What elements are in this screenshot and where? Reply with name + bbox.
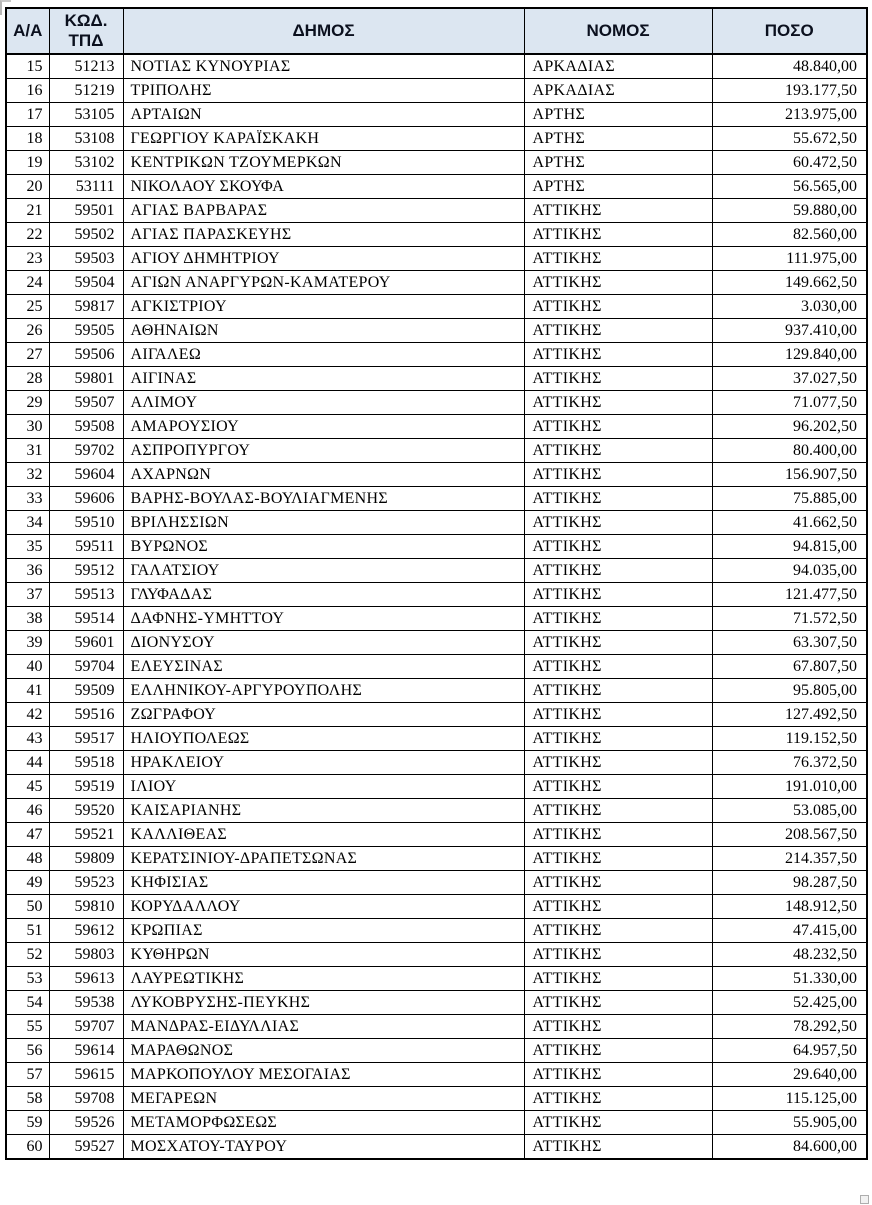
municipality-cell: ΚΥΘΗΡΩΝ	[123, 943, 524, 967]
tpd-code-cell: 59511	[49, 535, 123, 559]
tpd-code-cell: 59707	[49, 1015, 123, 1039]
prefecture-cell: ΑΤΤΙΚΗΣ	[524, 871, 712, 895]
serial-cell: 26	[6, 319, 49, 343]
municipality-cell: ΑΓΙΑΣ ΠΑΡΑΣΚΕΥΗΣ	[123, 223, 524, 247]
serial-cell: 59	[6, 1111, 49, 1135]
tpd-code-cell: 59538	[49, 991, 123, 1015]
table-row	[6, 367, 867, 391]
prefecture-cell: ΑΤΤΙΚΗΣ	[524, 511, 712, 535]
tpd-code-cell: 59612	[49, 919, 123, 943]
table-row	[6, 1039, 867, 1063]
municipality-cell: ΛΑΥΡΕΩΤΙΚΗΣ	[123, 967, 524, 991]
table-row	[6, 895, 867, 919]
serial-cell: 58	[6, 1087, 49, 1111]
table-row	[6, 607, 867, 631]
prefecture-cell: ΑΤΤΙΚΗΣ	[524, 679, 712, 703]
table-row	[6, 871, 867, 895]
serial-cell: 32	[6, 463, 49, 487]
amount-cell: 208.567,50	[712, 823, 867, 847]
tpd-code-cell: 59521	[49, 823, 123, 847]
serial-cell: 39	[6, 631, 49, 655]
municipality-cell: ΑΜΑΡΟΥΣΙΟΥ	[123, 415, 524, 439]
amount-cell: 80.400,00	[712, 439, 867, 463]
prefecture-cell: ΑΤΤΙΚΗΣ	[524, 1015, 712, 1039]
table-row	[6, 1015, 867, 1039]
prefecture-cell: ΑΤΤΙΚΗΣ	[524, 895, 712, 919]
amount-cell: 191.010,00	[712, 775, 867, 799]
tpd-code-cell: 59517	[49, 727, 123, 751]
amount-cell: 94.815,00	[712, 535, 867, 559]
amount-cell: 76.372,50	[712, 751, 867, 775]
municipality-cell: ΓΑΛΑΤΣΙΟΥ	[123, 559, 524, 583]
serial-cell: 30	[6, 415, 49, 439]
amount-cell: 156.907,50	[712, 463, 867, 487]
municipality-cell: ΑΓΙΟΥ ΔΗΜΗΤΡΙΟΥ	[123, 247, 524, 271]
prefecture-cell: ΑΤΤΙΚΗΣ	[524, 943, 712, 967]
amount-cell: 51.330,00	[712, 967, 867, 991]
table-row	[6, 655, 867, 679]
prefecture-cell: ΑΤΤΙΚΗΣ	[524, 1039, 712, 1063]
tpd-code-cell: 59505	[49, 319, 123, 343]
tpd-code-cell: 53105	[49, 103, 123, 127]
prefecture-cell: ΑΡΤΗΣ	[524, 151, 712, 175]
municipality-cell: ΑΓΙΩΝ ΑΝΑΡΓΥΡΩΝ-ΚΑΜΑΤΕΡΟΥ	[123, 271, 524, 295]
amount-cell: 95.805,00	[712, 679, 867, 703]
tpd-code-cell: 59510	[49, 511, 123, 535]
prefecture-cell: ΑΤΤΙΚΗΣ	[524, 991, 712, 1015]
serial-cell: 40	[6, 655, 49, 679]
table-row	[6, 991, 867, 1015]
municipality-cell: ΓΛΥΦΑΔΑΣ	[123, 583, 524, 607]
table-row	[6, 319, 867, 343]
table-row	[6, 79, 867, 103]
tpd-code-cell: 59810	[49, 895, 123, 919]
tpd-code-cell: 59613	[49, 967, 123, 991]
scan-artifact-bottom-right	[860, 1195, 869, 1204]
serial-cell: 60	[6, 1135, 49, 1160]
municipality-cell: ΚΑΛΛΙΘΕΑΣ	[123, 823, 524, 847]
column-header-municipality: ΔΗΜΟΣ	[123, 8, 524, 54]
prefecture-cell: ΑΤΤΙΚΗΣ	[524, 847, 712, 871]
serial-cell: 53	[6, 967, 49, 991]
municipality-cell: ΕΛΕΥΣΙΝΑΣ	[123, 655, 524, 679]
prefecture-cell: ΑΤΤΙΚΗΣ	[524, 583, 712, 607]
prefecture-cell: ΑΤΤΙΚΗΣ	[524, 631, 712, 655]
tpd-code-cell: 51219	[49, 79, 123, 103]
table-row	[6, 175, 867, 199]
amount-cell: 214.357,50	[712, 847, 867, 871]
municipality-cell: ΛΥΚΟΒΡΥΣΗΣ-ΠΕΥΚΗΣ	[123, 991, 524, 1015]
table-row	[6, 751, 867, 775]
serial-cell: 27	[6, 343, 49, 367]
municipality-cell: ΜΑΝΔΡΑΣ-ΕΙΔΥΛΛΙΑΣ	[123, 1015, 524, 1039]
header-row	[6, 8, 867, 54]
municipality-cell: ΙΛΙΟΥ	[123, 775, 524, 799]
municipality-cell: ΚΕΡΑΤΣΙΝΙΟΥ-ΔΡΑΠΕΤΣΩΝΑΣ	[123, 847, 524, 871]
prefecture-cell: ΑΤΤΙΚΗΣ	[524, 319, 712, 343]
table-row	[6, 1111, 867, 1135]
municipality-cell: ΒΑΡΗΣ-ΒΟΥΛΑΣ-ΒΟΥΛΙΑΓΜΕΝΗΣ	[123, 487, 524, 511]
tpd-code-cell: 59508	[49, 415, 123, 439]
tpd-code-cell: 59519	[49, 775, 123, 799]
amount-cell: 937.410,00	[712, 319, 867, 343]
table-row	[6, 919, 867, 943]
amount-cell: 119.152,50	[712, 727, 867, 751]
table-row	[6, 223, 867, 247]
table-row	[6, 271, 867, 295]
column-header-serial: Α/Α	[6, 8, 49, 54]
amount-cell: 127.492,50	[712, 703, 867, 727]
amount-cell: 63.307,50	[712, 631, 867, 655]
table-row	[6, 703, 867, 727]
amount-cell: 48.232,50	[712, 943, 867, 967]
municipality-cell: ΑΧΑΡΝΩΝ	[123, 463, 524, 487]
municipality-cell: ΑΘΗΝΑΙΩΝ	[123, 319, 524, 343]
serial-cell: 41	[6, 679, 49, 703]
amount-cell: 60.472,50	[712, 151, 867, 175]
prefecture-cell: ΑΤΤΙΚΗΣ	[524, 415, 712, 439]
serial-cell: 33	[6, 487, 49, 511]
serial-cell: 18	[6, 127, 49, 151]
table-row	[6, 391, 867, 415]
table-row	[6, 54, 867, 79]
serial-cell: 51	[6, 919, 49, 943]
amount-cell: 59.880,00	[712, 199, 867, 223]
tpd-code-cell: 59527	[49, 1135, 123, 1160]
serial-cell: 35	[6, 535, 49, 559]
serial-cell: 16	[6, 79, 49, 103]
serial-cell: 44	[6, 751, 49, 775]
prefecture-cell: ΑΤΤΙΚΗΣ	[524, 1135, 712, 1160]
serial-cell: 57	[6, 1063, 49, 1087]
tpd-code-cell: 59514	[49, 607, 123, 631]
serial-cell: 24	[6, 271, 49, 295]
table-row	[6, 775, 867, 799]
table-row	[6, 1063, 867, 1087]
amount-cell: 29.640,00	[712, 1063, 867, 1087]
amount-cell: 84.600,00	[712, 1135, 867, 1160]
prefecture-cell: ΑΤΤΙΚΗΣ	[524, 247, 712, 271]
prefecture-cell: ΑΤΤΙΚΗΣ	[524, 1063, 712, 1087]
serial-cell: 19	[6, 151, 49, 175]
municipality-cell: ΚΕΝΤΡΙΚΩΝ ΤΖΟΥΜΕΡΚΩΝ	[123, 151, 524, 175]
serial-cell: 54	[6, 991, 49, 1015]
serial-cell: 56	[6, 1039, 49, 1063]
amount-cell: 98.287,50	[712, 871, 867, 895]
tpd-code-cell: 59801	[49, 367, 123, 391]
municipality-cell: ΜΑΡΑΘΩΝΟΣ	[123, 1039, 524, 1063]
table-row	[6, 943, 867, 967]
tpd-code-cell: 59809	[49, 847, 123, 871]
municipality-cell: ΑΡΤΑΙΩΝ	[123, 103, 524, 127]
tpd-code-cell: 51213	[49, 54, 123, 79]
table-row	[6, 511, 867, 535]
amount-cell: 213.975,00	[712, 103, 867, 127]
tpd-code-cell: 59507	[49, 391, 123, 415]
municipality-cell: ΒΡΙΛΗΣΣΙΩΝ	[123, 511, 524, 535]
table-row	[6, 295, 867, 319]
prefecture-cell: ΑΤΤΙΚΗΣ	[524, 487, 712, 511]
municipality-cell: ΑΣΠΡΟΠΥΡΓΟΥ	[123, 439, 524, 463]
prefecture-cell: ΑΤΤΙΚΗΣ	[524, 439, 712, 463]
municipality-cell: ΔΑΦΝΗΣ-ΥΜΗΤΤΟΥ	[123, 607, 524, 631]
serial-cell: 34	[6, 511, 49, 535]
amount-cell: 115.125,00	[712, 1087, 867, 1111]
municipality-cell: ΚΗΦΙΣΙΑΣ	[123, 871, 524, 895]
prefecture-cell: ΑΡΤΗΣ	[524, 127, 712, 151]
prefecture-cell: ΑΤΤΙΚΗΣ	[524, 607, 712, 631]
amount-cell: 82.560,00	[712, 223, 867, 247]
serial-cell: 55	[6, 1015, 49, 1039]
prefecture-cell: ΑΤΤΙΚΗΣ	[524, 271, 712, 295]
prefecture-cell: ΑΡΤΗΣ	[524, 175, 712, 199]
amount-cell: 149.662,50	[712, 271, 867, 295]
amount-cell: 53.085,00	[712, 799, 867, 823]
municipality-cell: ΔΙΟΝΥΣΟΥ	[123, 631, 524, 655]
serial-cell: 49	[6, 871, 49, 895]
tpd-code-cell: 59506	[49, 343, 123, 367]
table-row	[6, 487, 867, 511]
tpd-code-cell: 59504	[49, 271, 123, 295]
column-header-amount: ΠΟΣΟ	[712, 8, 867, 54]
prefecture-cell: ΑΤΤΙΚΗΣ	[524, 463, 712, 487]
tpd-code-cell: 59702	[49, 439, 123, 463]
tpd-code-cell: 59803	[49, 943, 123, 967]
amount-cell: 52.425,00	[712, 991, 867, 1015]
serial-cell: 20	[6, 175, 49, 199]
prefecture-cell: ΑΤΤΙΚΗΣ	[524, 727, 712, 751]
tpd-code-cell: 59708	[49, 1087, 123, 1111]
serial-cell: 45	[6, 775, 49, 799]
amount-cell: 193.177,50	[712, 79, 867, 103]
amount-cell: 96.202,50	[712, 415, 867, 439]
amount-cell: 129.840,00	[712, 343, 867, 367]
amount-cell: 94.035,00	[712, 559, 867, 583]
funding-allocation-table	[5, 7, 868, 1160]
prefecture-cell: ΑΡΚΑΔΙΑΣ	[524, 54, 712, 79]
serial-cell: 28	[6, 367, 49, 391]
tpd-code-cell: 59516	[49, 703, 123, 727]
serial-cell: 50	[6, 895, 49, 919]
table-row	[6, 1087, 867, 1111]
prefecture-cell: ΑΤΤΙΚΗΣ	[524, 295, 712, 319]
prefecture-cell: ΑΤΤΙΚΗΣ	[524, 751, 712, 775]
prefecture-cell: ΑΤΤΙΚΗΣ	[524, 1111, 712, 1135]
serial-cell: 47	[6, 823, 49, 847]
tpd-code-cell: 59615	[49, 1063, 123, 1087]
amount-cell: 75.885,00	[712, 487, 867, 511]
table-row	[6, 823, 867, 847]
amount-cell: 78.292,50	[712, 1015, 867, 1039]
amount-cell: 71.572,50	[712, 607, 867, 631]
amount-cell: 37.027,50	[712, 367, 867, 391]
serial-cell: 52	[6, 943, 49, 967]
serial-cell: 15	[6, 54, 49, 79]
prefecture-cell: ΑΤΤΙΚΗΣ	[524, 559, 712, 583]
table-row	[6, 631, 867, 655]
table-row	[6, 103, 867, 127]
prefecture-cell: ΑΤΤΙΚΗΣ	[524, 655, 712, 679]
table-row	[6, 1135, 867, 1160]
serial-cell: 38	[6, 607, 49, 631]
municipality-cell: ΝΟΤΙΑΣ ΚΥΝΟΥΡΙΑΣ	[123, 54, 524, 79]
prefecture-cell: ΑΤΤΙΚΗΣ	[524, 199, 712, 223]
municipality-cell: ΜΕΓΑΡΕΩΝ	[123, 1087, 524, 1111]
tpd-code-cell: 53102	[49, 151, 123, 175]
municipality-cell: ΑΙΓΙΝΑΣ	[123, 367, 524, 391]
municipality-cell: ΕΛΛΗΝΙΚΟΥ-ΑΡΓΥΡΟΥΠΟΛΗΣ	[123, 679, 524, 703]
municipality-cell: ΚΟΡΥΔΑΛΛΟΥ	[123, 895, 524, 919]
serial-cell: 21	[6, 199, 49, 223]
column-header-prefecture: ΝΟΜΟΣ	[524, 8, 712, 54]
amount-cell: 71.077,50	[712, 391, 867, 415]
tpd-code-cell: 53108	[49, 127, 123, 151]
amount-cell: 55.672,50	[712, 127, 867, 151]
tpd-code-cell: 59523	[49, 871, 123, 895]
prefecture-cell: ΑΤΤΙΚΗΣ	[524, 703, 712, 727]
prefecture-cell: ΑΤΤΙΚΗΣ	[524, 799, 712, 823]
tpd-code-cell: 59601	[49, 631, 123, 655]
table-row	[6, 847, 867, 871]
table-row	[6, 535, 867, 559]
table-row	[6, 559, 867, 583]
table-row	[6, 247, 867, 271]
tpd-code-cell: 59512	[49, 559, 123, 583]
table-row	[6, 151, 867, 175]
serial-cell: 31	[6, 439, 49, 463]
tpd-code-cell: 59502	[49, 223, 123, 247]
tpd-code-cell: 59526	[49, 1111, 123, 1135]
table-row	[6, 199, 867, 223]
table-row	[6, 343, 867, 367]
municipality-cell: ΒΥΡΩΝΟΣ	[123, 535, 524, 559]
municipality-cell: ΗΡΑΚΛΕΙΟΥ	[123, 751, 524, 775]
municipality-cell: ΚΑΙΣΑΡΙΑΝΗΣ	[123, 799, 524, 823]
prefecture-cell: ΑΤΤΙΚΗΣ	[524, 367, 712, 391]
prefecture-cell: ΑΤΤΙΚΗΣ	[524, 919, 712, 943]
amount-cell: 64.957,50	[712, 1039, 867, 1063]
municipality-cell: ΑΓΚΙΣΤΡΙΟΥ	[123, 295, 524, 319]
table-row	[6, 463, 867, 487]
municipality-cell: ΖΩΓΡΑΦΟΥ	[123, 703, 524, 727]
serial-cell: 48	[6, 847, 49, 871]
tpd-code-cell: 59606	[49, 487, 123, 511]
prefecture-cell: ΑΤΤΙΚΗΣ	[524, 775, 712, 799]
municipality-cell: ΝΙΚΟΛΑΟΥ ΣΚΟΥΦΑ	[123, 175, 524, 199]
prefecture-cell: ΑΡΚΑΔΙΑΣ	[524, 79, 712, 103]
table-row	[6, 727, 867, 751]
table-body	[6, 54, 867, 1159]
prefecture-cell: ΑΤΤΙΚΗΣ	[524, 967, 712, 991]
municipality-cell: ΑΓΙΑΣ ΒΑΡΒΑΡΑΣ	[123, 199, 524, 223]
serial-cell: 17	[6, 103, 49, 127]
serial-cell: 22	[6, 223, 49, 247]
prefecture-cell: ΑΤΤΙΚΗΣ	[524, 535, 712, 559]
prefecture-cell: ΑΡΤΗΣ	[524, 103, 712, 127]
amount-cell: 67.807,50	[712, 655, 867, 679]
serial-cell: 43	[6, 727, 49, 751]
serial-cell: 36	[6, 559, 49, 583]
amount-cell: 56.565,00	[712, 175, 867, 199]
amount-cell: 111.975,00	[712, 247, 867, 271]
tpd-code-cell: 59704	[49, 655, 123, 679]
tpd-code-cell: 59817	[49, 295, 123, 319]
serial-cell: 23	[6, 247, 49, 271]
tpd-code-cell: 59513	[49, 583, 123, 607]
amount-cell: 148.912,50	[712, 895, 867, 919]
municipality-cell: ΑΛΙΜΟΥ	[123, 391, 524, 415]
serial-cell: 37	[6, 583, 49, 607]
amount-cell: 41.662,50	[712, 511, 867, 535]
municipality-cell: ΜΟΣΧΑΤΟΥ-ΤΑΥΡΟΥ	[123, 1135, 524, 1160]
serial-cell: 46	[6, 799, 49, 823]
municipality-cell: ΤΡΙΠΟΛΗΣ	[123, 79, 524, 103]
amount-cell: 121.477,50	[712, 583, 867, 607]
amount-cell: 48.840,00	[712, 54, 867, 79]
prefecture-cell: ΑΤΤΙΚΗΣ	[524, 1087, 712, 1111]
table-row	[6, 583, 867, 607]
tpd-code-cell: 59518	[49, 751, 123, 775]
table-row	[6, 967, 867, 991]
tpd-code-cell: 59509	[49, 679, 123, 703]
table-row	[6, 799, 867, 823]
amount-cell: 47.415,00	[712, 919, 867, 943]
tpd-code-cell: 59501	[49, 199, 123, 223]
municipality-cell: ΜΕΤΑΜΟΡΦΩΣΕΩΣ	[123, 1111, 524, 1135]
tpd-code-cell: 53111	[49, 175, 123, 199]
table-row	[6, 127, 867, 151]
serial-cell: 25	[6, 295, 49, 319]
column-header-tpd-code: ΚΩΔ. ΤΠΔ	[49, 8, 123, 54]
prefecture-cell: ΑΤΤΙΚΗΣ	[524, 223, 712, 247]
table-row	[6, 415, 867, 439]
municipality-cell: ΚΡΩΠΙΑΣ	[123, 919, 524, 943]
tpd-code-cell: 59520	[49, 799, 123, 823]
serial-cell: 29	[6, 391, 49, 415]
municipality-cell: ΓΕΩΡΓΙΟΥ ΚΑΡΑΪΣΚΑΚΗ	[123, 127, 524, 151]
municipality-cell: ΜΑΡΚΟΠΟΥΛΟΥ ΜΕΣΟΓΑΙΑΣ	[123, 1063, 524, 1087]
tpd-code-cell: 59614	[49, 1039, 123, 1063]
prefecture-cell: ΑΤΤΙΚΗΣ	[524, 391, 712, 415]
amount-cell: 3.030,00	[712, 295, 867, 319]
prefecture-cell: ΑΤΤΙΚΗΣ	[524, 343, 712, 367]
municipality-cell: ΗΛΙΟΥΠΟΛΕΩΣ	[123, 727, 524, 751]
serial-cell: 42	[6, 703, 49, 727]
amount-cell: 55.905,00	[712, 1111, 867, 1135]
municipality-cell: ΑΙΓΑΛΕΩ	[123, 343, 524, 367]
table-row	[6, 439, 867, 463]
prefecture-cell: ΑΤΤΙΚΗΣ	[524, 823, 712, 847]
table-row	[6, 679, 867, 703]
tpd-code-cell: 59503	[49, 247, 123, 271]
tpd-code-cell: 59604	[49, 463, 123, 487]
